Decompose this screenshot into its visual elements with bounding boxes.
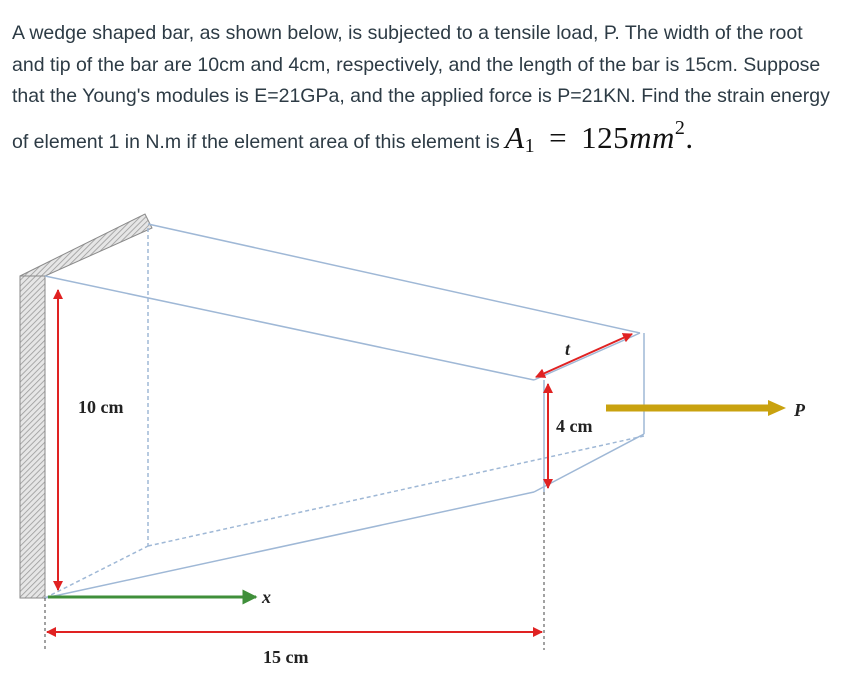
edge-tip-top	[534, 333, 640, 380]
problem-text: A wedge shaped bar, as shown below, is subjected to a tensile load, P. The width of the root and tip of the bar are 10cm and 4cm, respectively, and the length of the bar is 15cm. Suppose that the Young's modules is E=21GPa, and the applied force is P=21KN. Find the strain energy of element 1 in N.m if the element area of this element is	[12, 22, 830, 153]
wedge-edges	[45, 224, 644, 598]
thickness-label: t	[565, 339, 571, 359]
area-subscript: 1	[524, 134, 536, 157]
edge-bottom-front	[45, 492, 534, 598]
edge-top-back	[148, 224, 640, 333]
edge-tip-bottom	[534, 434, 644, 492]
edge-top-front	[45, 276, 534, 380]
equals-sign: =	[549, 119, 568, 155]
area-unit: mm	[629, 119, 675, 155]
thickness-arrow	[536, 334, 632, 377]
edge-bottom-back-hidden	[148, 436, 644, 546]
wall-front-face	[20, 276, 45, 598]
length-label: 15 cm	[263, 647, 309, 667]
trailing-period: .	[685, 119, 694, 155]
edge-root-bottom-hidden	[45, 546, 148, 598]
area-exponent: 2	[674, 116, 686, 139]
wall-top-face	[20, 214, 152, 276]
root-width-label: 10 cm	[78, 397, 124, 417]
x-axis-label: x	[262, 587, 271, 607]
applied-force-arrow	[606, 400, 786, 416]
area-value: 125	[581, 119, 630, 155]
force-head	[768, 400, 786, 416]
force-label: P	[794, 400, 805, 420]
area-symbol: A	[505, 119, 525, 155]
tip-width-label: 4 cm	[556, 416, 593, 436]
